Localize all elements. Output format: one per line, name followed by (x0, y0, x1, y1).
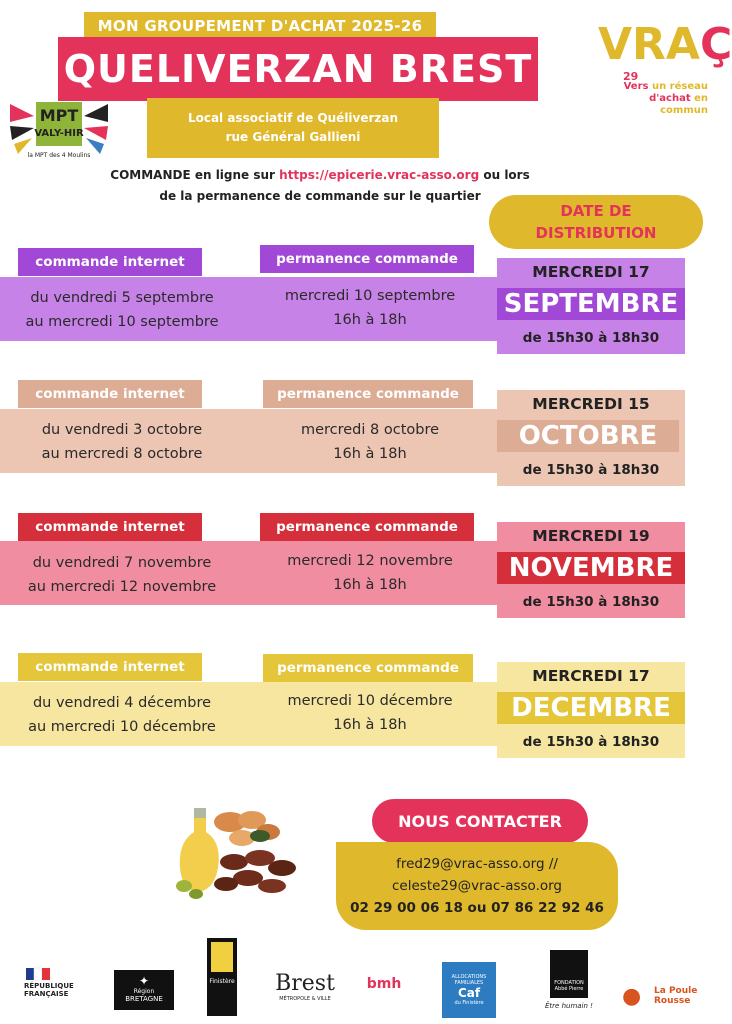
brest-metropole-logo: Brest MÉTROPOLE & VILLE (275, 971, 335, 1002)
la-poule-rousse-logo: ● La Poule Rousse (622, 984, 698, 1009)
venue-line-2: rue Général Gallieni (225, 130, 361, 144)
mpt-logo (8, 98, 110, 164)
internet-dates-december: du vendredi 4 décembre au mercredi 10 décembre (28, 695, 216, 735)
distribution-date-november (497, 522, 685, 618)
distribution-month: OCTOBRE (497, 420, 679, 452)
order-lead: COMMANDE (110, 168, 191, 182)
distribution-date-september (497, 258, 685, 354)
distribution-hours: de 15h30 à 18h30 (522, 594, 660, 610)
vrac-29: 29 (623, 70, 639, 83)
internet-dates-september: du vendredi 5 septembre au mercredi 10 septembre (25, 290, 219, 330)
distribution-month: NOVEMBRE (497, 552, 685, 584)
distribution-day: MERCREDI 17 (532, 666, 650, 685)
mpt-subtitle: VALY-HIR (34, 128, 84, 139)
food-illustration (160, 798, 302, 902)
tab-permanence-october: permanence commande (263, 380, 473, 408)
permanence-dates-november: mercredi 12 novembre 16h à 18h (287, 553, 453, 593)
distribution-date-december (497, 662, 685, 758)
contact-email-1[interactable]: fred29@vrac-asso.org // (396, 856, 558, 872)
mpt-tagline: la MPT des 4 Moulins (27, 152, 91, 159)
contact-header: NOUS CONTACTER (372, 799, 588, 843)
distribution-date-october (497, 390, 685, 486)
vrac-tagline: Vers un réseau d'achat en commun (623, 81, 708, 116)
hen-icon: ● (622, 984, 642, 1009)
bmh-logo: bmh (366, 976, 402, 992)
venue-box (147, 98, 439, 158)
distribution-hours: de 15h30 à 18h30 (522, 330, 660, 346)
permanence-dates-september: mercredi 10 septembre 16h à 18h (284, 288, 456, 328)
finistere-shield-icon (211, 942, 233, 972)
tab-permanence-december: permanence commande (263, 654, 473, 682)
caf-logo: ALLOCATIONS FAMILIALES Caf du Finistère (442, 962, 496, 1018)
region-bretagne-logo: ✦ Région BRETAGNE (114, 970, 174, 1010)
tab-internet-september: commande internet (18, 248, 202, 276)
page-title: QUELIVERZAN BREST (58, 37, 538, 101)
tab-permanence-november: permanence commande (260, 513, 474, 541)
venue-line-1: Local associatif de Quéliverzan (187, 111, 399, 125)
oil-almonds-dates-icon (160, 798, 302, 902)
permanence-dates-december: mercredi 10 décembre 16h à 18h (287, 693, 453, 733)
vrac-logo (598, 15, 732, 116)
tab-internet-december: commande internet (18, 653, 202, 681)
republique-francaise-logo: RÉPUBLIQUE FRANÇAISE (24, 968, 74, 998)
internet-dates-november: du vendredi 7 novembre au mercredi 12 novembre (27, 555, 217, 595)
distribution-hours: de 15h30 à 18h30 (522, 462, 660, 478)
distribution-month: DECEMBRE (497, 692, 685, 724)
marianne-icon (26, 968, 50, 980)
distribution-hours: de 15h30 à 18h30 (522, 734, 660, 750)
tab-internet-october: commande internet (18, 380, 202, 408)
order-line-2: de la permanence de commande sur le quartier (159, 189, 481, 203)
internet-dates-october: du vendredi 3 octobre au mercredi 8 octobre (41, 422, 203, 462)
ermine-icon: ✦ (138, 974, 150, 988)
header-banner: MON GROUPEMENT D'ACHAT 2025-26 (84, 12, 436, 39)
date-distribution-header: DATE DE DISTRIBUTION (489, 195, 703, 249)
permanence-dates-october: mercredi 8 octobre 16h à 18h (300, 422, 440, 462)
distribution-day: MERCREDI 19 (532, 526, 650, 545)
tab-internet-november: commande internet (18, 513, 202, 541)
distribution-day: MERCREDI 15 (532, 394, 650, 413)
abbe-pierre-portrait-icon: FONDATION Abbé Pierre (550, 950, 588, 998)
distribution-day: MERCREDI 17 (532, 262, 650, 281)
finistere-logo: Finistère (207, 938, 237, 1016)
distribution-month: SEPTEMBRE (497, 288, 685, 320)
fondation-abbe-pierre-logo: FONDATION Abbé Pierre Être humain ! (540, 950, 598, 1010)
contact-email-2[interactable]: celeste29@vrac-asso.org (392, 878, 562, 894)
contact-phone[interactable]: 02 29 00 06 18 ou 07 86 22 92 46 (350, 900, 604, 916)
mpt-title: MPT (39, 106, 79, 125)
order-url-link[interactable]: https://epicerie.vrac-asso.org (279, 168, 480, 182)
order-instructions: COMMANDE en ligne sur https://epicerie.vrac-asso.org ou lors de la permanence de commande sur le quartier (60, 165, 580, 207)
tab-permanence-september: permanence commande (260, 245, 474, 273)
vrac-wordmark: VRAÇ (598, 19, 732, 70)
contact-box (336, 842, 618, 930)
